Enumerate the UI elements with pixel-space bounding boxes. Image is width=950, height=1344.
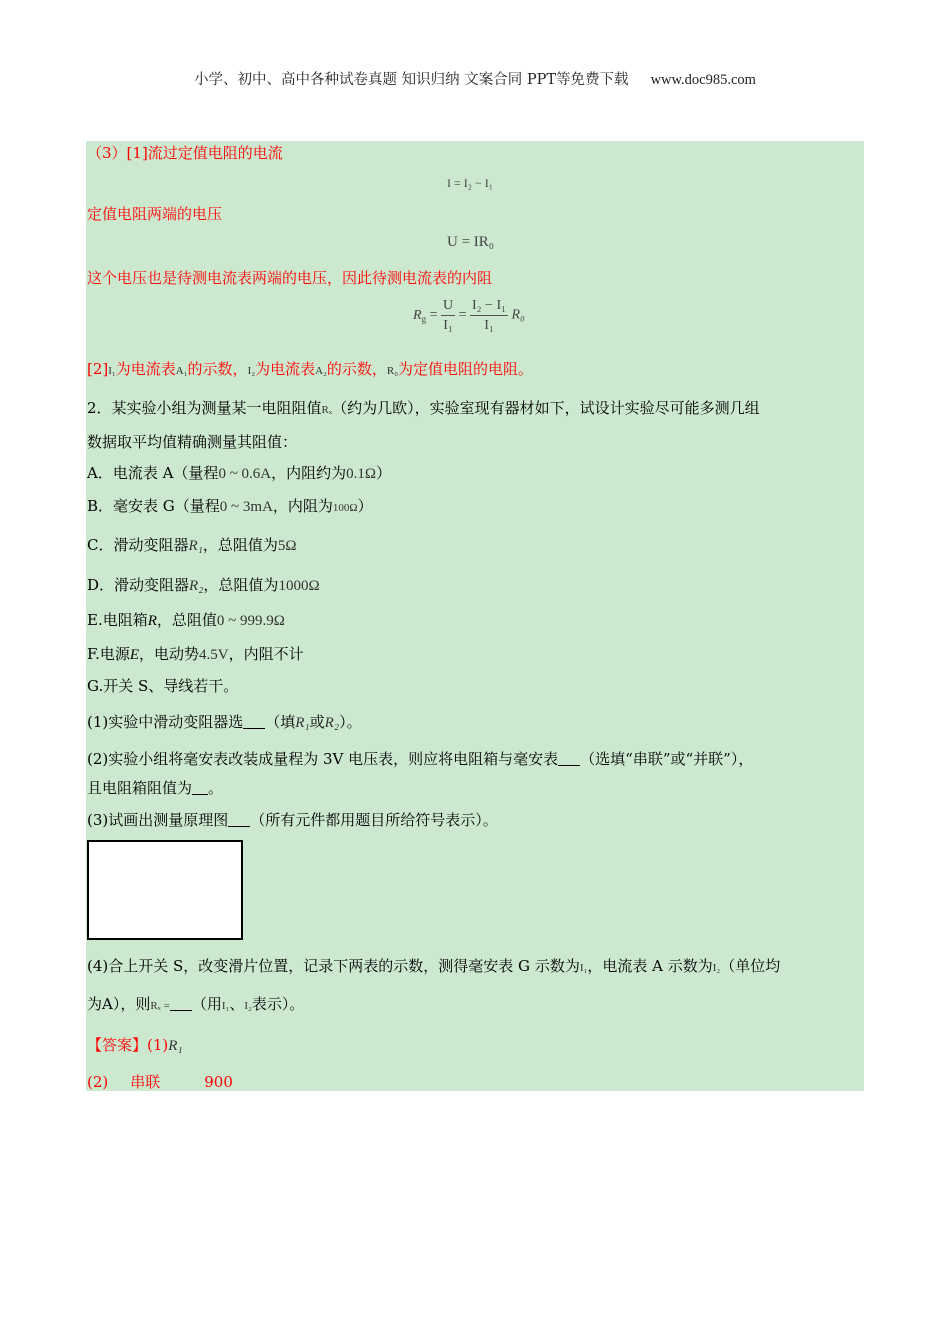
- option-g: G.开关 S、导线若干。: [87, 677, 239, 695]
- subquestion-2-line-1: (2)实验小组将毫安表改装成量程为 3V 电压表，则应将电阻箱与毫安表 （选填“串联”或“并联”），: [87, 750, 754, 768]
- page-header: [0, 68, 950, 89]
- option-f: F.电源E，电动势4.5V，内阻不计: [87, 645, 304, 663]
- header-text: 小学、初中、高中各种试卷真题 知识归纳 文案合同 PPT等免费下载: [194, 72, 629, 88]
- option-e: E.电阻箱R，总阻值0 ~ 999.9Ω: [87, 611, 285, 629]
- answer-line-2: (2) 串联 900: [87, 1073, 233, 1091]
- fraction-1: $\frac{U}{\text{I₁}}$: [442, 298, 454, 333]
- solution-line-2: 定值电阻两端的电压: [87, 205, 223, 223]
- r0-symbol: R₀: [511, 307, 525, 323]
- blank-3[interactable]: [192, 780, 208, 795]
- blank-2[interactable]: [558, 751, 580, 766]
- blank-5[interactable]: [170, 996, 192, 1011]
- blank-1[interactable]: [243, 714, 265, 729]
- equation-voltage: U = IR₀: [447, 234, 495, 250]
- blank-4[interactable]: [228, 812, 250, 827]
- option-b: B．毫安表 G（量程0 ~ 3mA，内阻为100Ω）: [87, 497, 373, 515]
- option-d: D．滑动变阻器R₂，总阻值为1000Ω: [87, 576, 320, 594]
- equation-current: I = I₂ − I₁: [447, 176, 493, 190]
- subquestion-3: (3)试画出测量原理图 （所有元件都用题目所给符号表示）。: [87, 811, 498, 829]
- circuit-drawing-box[interactable]: [87, 840, 243, 940]
- answer-label: 【答案】: [87, 1036, 148, 1054]
- equation-resistance: $R_g$ = $\frac{U}{\text{I₁}}$ = $\frac{\text{I₂ − I₁}}{\text{I₁}}$ R₀: [413, 298, 525, 333]
- question-stem-line-1: 2．某实验小组为测量某一电阻阻值Rₓ（约为几欧），实验室现有器材如下，试设计实验尽可能多测几组: [87, 399, 760, 417]
- option-c: C．滑动变阻器R₁，总阻值为5Ω: [87, 536, 297, 554]
- question-stem-line-2: 数据取平均值精确测量其阻值：: [87, 433, 298, 451]
- solution-line-4: [2]I₁为电流表A₁的示数，I₂为电流表A₂的示数，R₀为定值电阻的电阻。: [87, 360, 534, 378]
- subquestion-1: (1)实验中滑动变阻器选 （填R₁或R₂）。: [87, 713, 362, 731]
- header-site[interactable]: www.doc985.com: [650, 72, 756, 88]
- rg-symbol: $R_g$: [413, 307, 427, 324]
- fraction-2: $\frac{\text{I₂ − I₁}}{\text{I₁}}$: [472, 298, 506, 333]
- subquestion-4-line-2: 为A），则Rₓ = （用I₁、I₂表示）。: [87, 995, 305, 1013]
- answer-line-1: 【答案】(1)R₁: [87, 1036, 183, 1054]
- option-a: A．电流表 A（量程0 ~ 0.6A，内阻约为0.1Ω）: [87, 464, 392, 482]
- subquestion-4-line-1: (4)合上开关 S，改变滑片位置，记录下两表的示数，测得毫安表 G 示数为I₁，电流表 A 示数为I₂（单位均: [87, 957, 781, 975]
- solution-line-1: （3）[1]流过定值电阻的电流: [87, 144, 283, 162]
- subquestion-2-line-2: 且电阻箱阻值为 。: [87, 779, 224, 797]
- solution-line-3: 这个电压也是待测电流表两端的电压，因此待测电流表的内阻: [87, 269, 493, 287]
